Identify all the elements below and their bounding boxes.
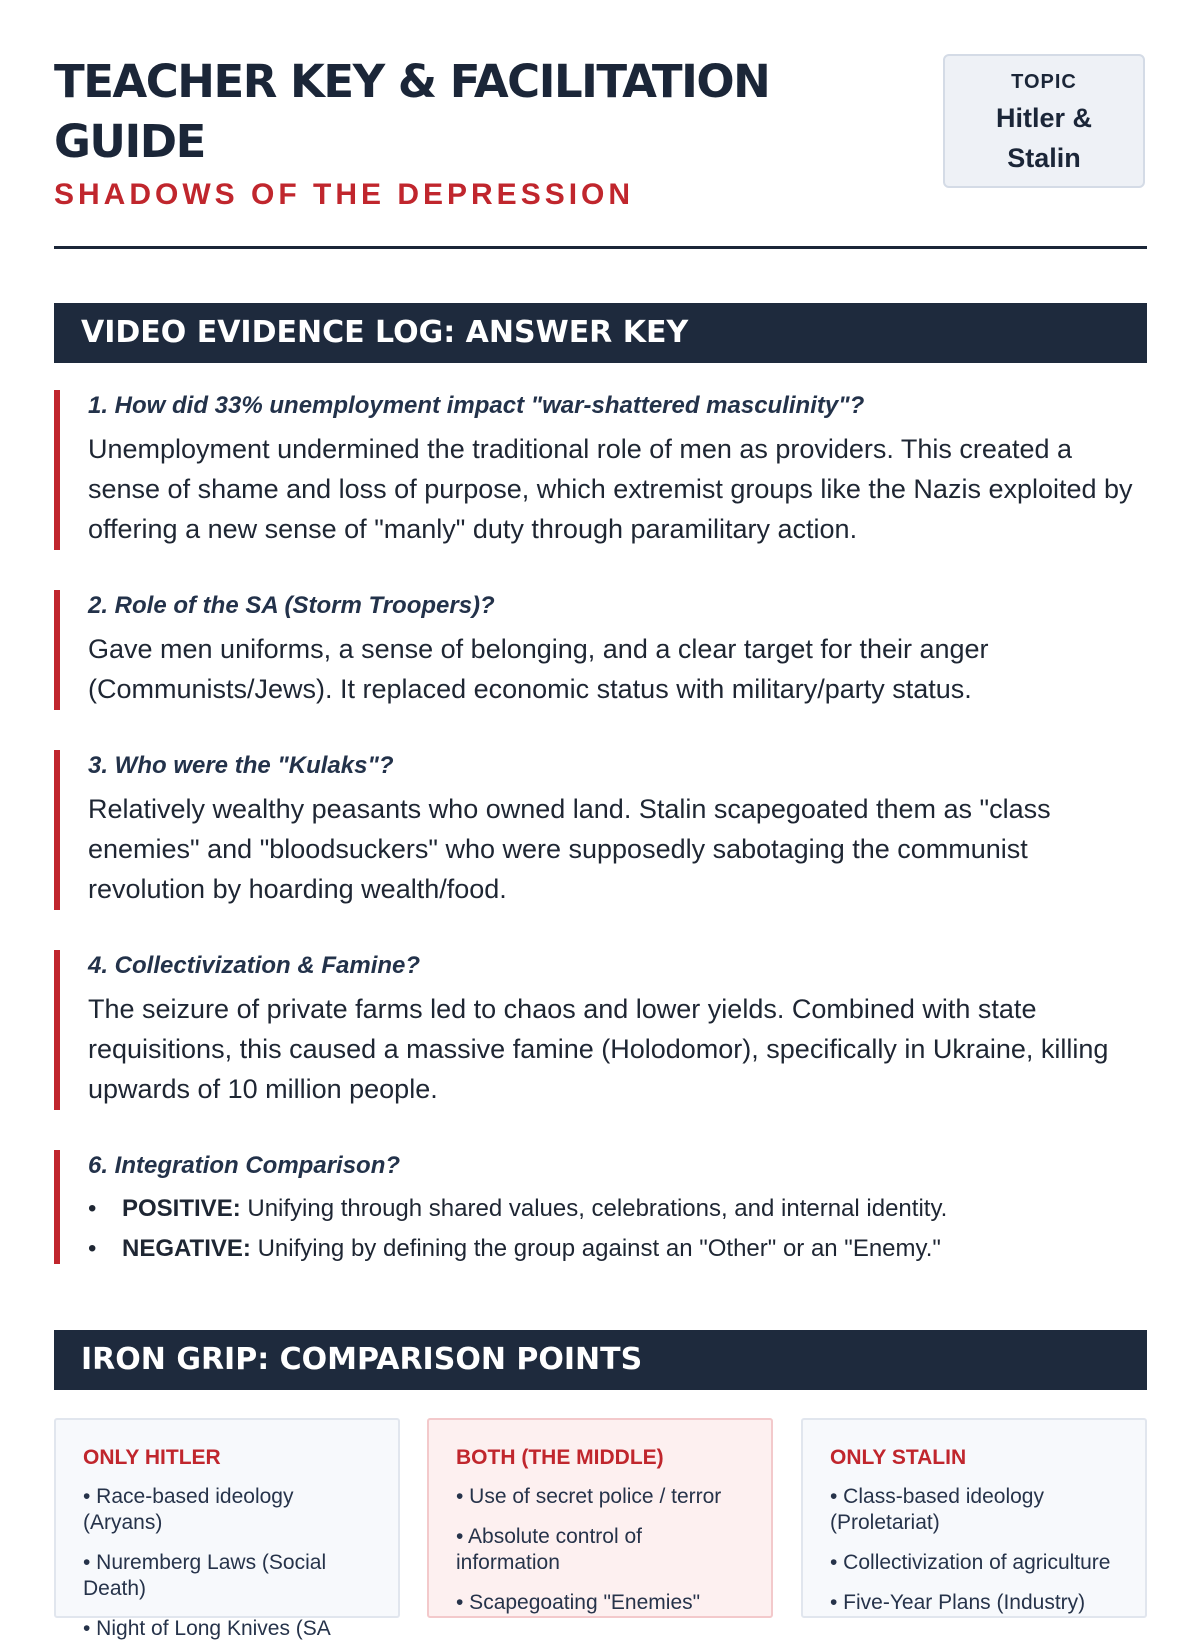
- qa-item: [54, 590, 1147, 710]
- card-item: • Night of Long Knives (SA: [83, 1617, 331, 1640]
- qa-item: [54, 750, 1147, 910]
- qa-question: 2. Role of the SA (Storm Troopers)?: [88, 592, 495, 619]
- card-item: • Nuremberg Laws (Social Death): [83, 1551, 327, 1600]
- qa-question: 4. Collectivization & Famine?: [88, 952, 421, 979]
- qa-question: 6. Integration Comparison?: [88, 1152, 401, 1179]
- bullet-text: Unifying through shared values, celebrations, and internal identity.: [240, 1195, 948, 1222]
- topic-value: Hitler & Stalin: [995, 103, 1093, 173]
- qa-item: [54, 1150, 1147, 1264]
- qa-answer: Relatively wealthy peasants who owned land. Stalin scapegoated them as "class enemies" and "bloodsuckers" who were supposedly sabotaging the communist revolution by hoarding wealth/food.: [88, 794, 1051, 904]
- section-heading-comparison: IRON GRIP: COMPARISON POINTS: [54, 1330, 1147, 1390]
- card-item: • Absolute control of information: [456, 1525, 642, 1574]
- page-title: TEACHER KEY & FACILITATION GUIDE: [54, 55, 770, 168]
- topic-label: TOPIC: [1011, 71, 1077, 93]
- card-both: [427, 1418, 773, 1618]
- header-divider: [54, 246, 1147, 249]
- list-item: [88, 1229, 1147, 1269]
- bullet-text: Unifying by defining the group against an "Other" or an "Enemy.": [250, 1235, 941, 1262]
- card-item: • Five-Year Plans (Industry): [830, 1591, 1086, 1614]
- qa-item: [54, 950, 1147, 1110]
- qa-question: 1. How did 33% unemployment impact "war-shattered masculinity"?: [88, 392, 865, 419]
- comparison-cards: [54, 1418, 1147, 1640]
- section-heading-evidence-log: VIDEO EVIDENCE LOG: ANSWER KEY: [54, 303, 1147, 363]
- card-title: ONLY HITLER: [83, 1446, 221, 1469]
- card-item: • Collectivization of agriculture: [830, 1551, 1111, 1574]
- card-item: • Use of secret police / terror: [456, 1485, 722, 1508]
- card-item: • Class-based ideology (Proletariat): [830, 1485, 1044, 1534]
- qa-bullet-list: [88, 1189, 1147, 1269]
- qa-question: 3. Who were the "Kulaks"?: [88, 752, 394, 779]
- list-item: [88, 1189, 1147, 1229]
- bullet-label: POSITIVE:: [122, 1195, 241, 1222]
- qa-answer: The seizure of private farms led to chaos and lower yields. Combined with state requisitions, this caused a massive famine (Holodomor), specifically in Ukraine, killing upwards of 10 million people.: [88, 994, 1109, 1104]
- topic-box: [943, 54, 1145, 188]
- card-item: • Scapegoating "Enemies": [456, 1591, 701, 1614]
- teacher-key-page: [54, 0, 1147, 1640]
- card-title: BOTH (THE MIDDLE): [456, 1446, 664, 1469]
- qa-answer: Gave men uniforms, a sense of belonging, and a clear target for their anger (Communists/Jews). It replaced economic status with military/party status.: [88, 634, 989, 704]
- card-item: • Race-based ideology (Aryans): [83, 1485, 294, 1534]
- qa-answer: Unemployment undermined the traditional role of men as providers. This created a sense of shame and loss of purpose, which extremist groups like the Nazis exploited by offering a new sense of "manly" duty through paramilitary action.: [88, 434, 1133, 544]
- bullet-label: NEGATIVE:: [122, 1235, 251, 1262]
- qa-item: [54, 390, 1147, 550]
- card-only-stalin: [801, 1418, 1147, 1618]
- card-only-hitler: [54, 1418, 400, 1640]
- card-title: ONLY STALIN: [830, 1446, 967, 1469]
- page-subtitle: SHADOWS OF THE DEPRESSION: [54, 178, 635, 211]
